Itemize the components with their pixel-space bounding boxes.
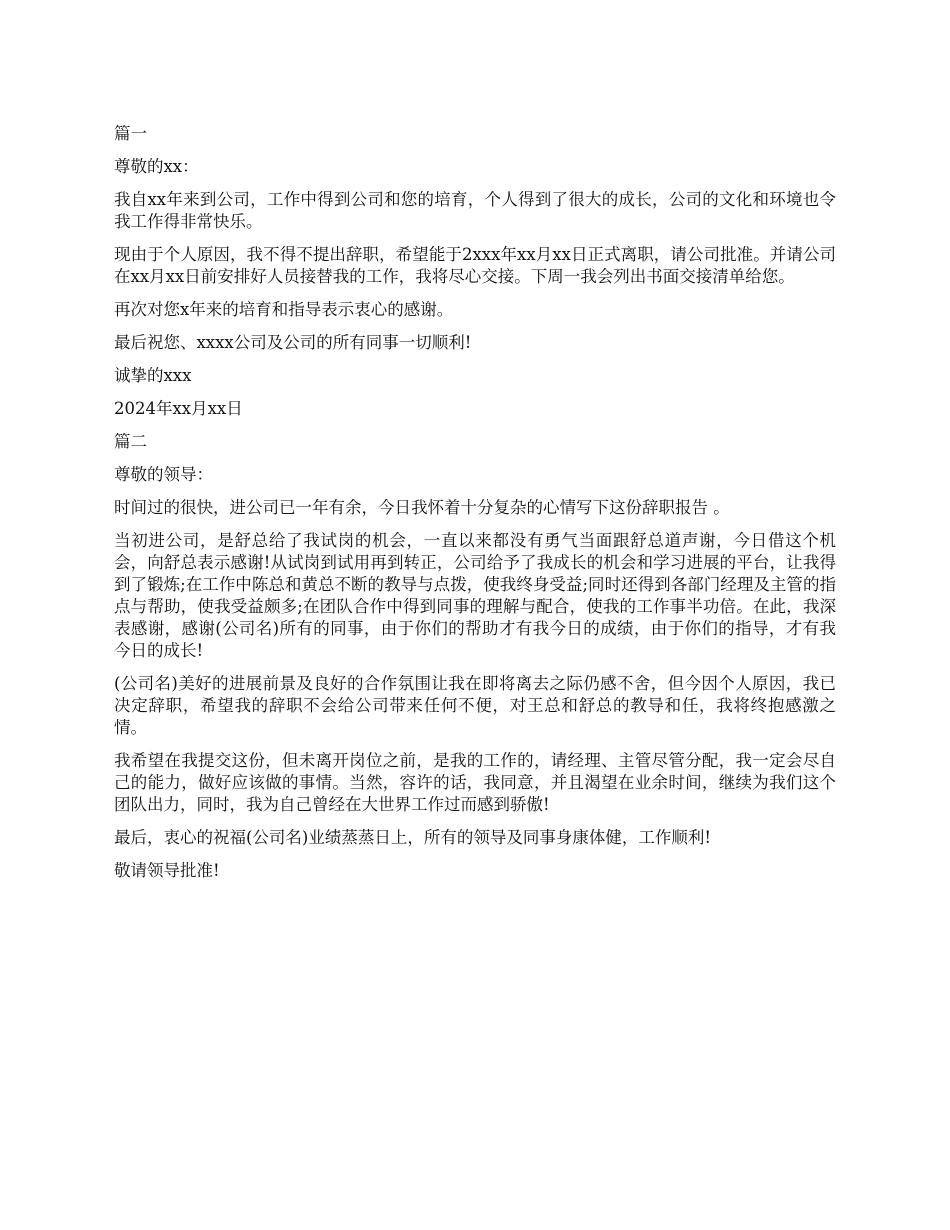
date-line: 2024年xx月xx日 (114, 399, 243, 418)
signature: 诚挚的xxx (114, 366, 192, 385)
salutation-1: 尊敬的xx： (114, 157, 199, 176)
section-heading-1: 篇一 (114, 124, 147, 143)
section-heading-2: 篇二 (114, 432, 147, 451)
closing-line: 敬请领导批准! (114, 861, 220, 880)
body-paragraph: 最后祝您、xxxx公司及公司的所有同事一切顺利! (114, 333, 472, 352)
body-paragraph: (公司名)美好的进展前景及良好的合作氛围让我在即将离去之际仍感不舍，但今因个人原因，我已决定辞职，希望我的辞职不会给公司带来任何不便，对王总和舒总的教导和任，我将终抱感激之情。 (114, 674, 836, 737)
body-paragraph: 当初进公司，是舒总给了我试岗的机会，一直以来都没有勇气当面跟舒总道声谢，今日借这个机会，向舒总表示感谢!从试岗到试用再到转正，公司给予了我成长的机会和学习进展的平台，让我得到了锻炼;在工作中陈总和黄总不断的教导与点拨，使我终身受益;同时还得到各部门经理及主管的指点与帮助，使我受益颇多;在团队合作中得到同事的理解与配合，使我的工作事半功倍。在此，我深表感谢，感谢(公司名)所有的同事，由于你们的帮助才有我今日的成绩，由于你们的指导，才有我今日的成长! (114, 531, 836, 660)
body-paragraph: 现由于个人原因，我不得不提出辞职，希望能于2xxx年xx月xx日正式离职，请公司批准。并请公司在xx月xx日前安排好人员接替我的工作，我将尽心交接。下周一我会列出书面交接清单给您。 (114, 245, 836, 286)
salutation-2: 尊敬的领导： (114, 465, 213, 484)
body-paragraph: 我自xx年来到公司，工作中得到公司和您的培育，个人得到了很大的成长，公司的文化和环境也令我工作得非常快乐。 (114, 190, 836, 231)
body-paragraph: 再次对您x年来的培育和指导表示衷心的感谢。 (114, 300, 454, 319)
body-paragraph: 时间过的很快，进公司已一年有余，今日我怀着十分复杂的心情写下这份辞职报告 。 (114, 498, 730, 517)
body-paragraph: 我希望在我提交这份，但未离开岗位之前，是我的工作的，请经理、主管尽管分配，我一定会尽自己的能力，做好应该做的事情。当然，容许的话，我同意，并且渴望在业余时间，继续为我们这个团队出力，同时，我为自己曾经在大世界工作过而感到骄傲! (114, 751, 836, 814)
document-body (114, 123, 836, 893)
body-paragraph: 最后，衷心的祝福(公司名)业绩蒸蒸日上，所有的领导及同事身康体健，工作顺利! (114, 828, 712, 847)
